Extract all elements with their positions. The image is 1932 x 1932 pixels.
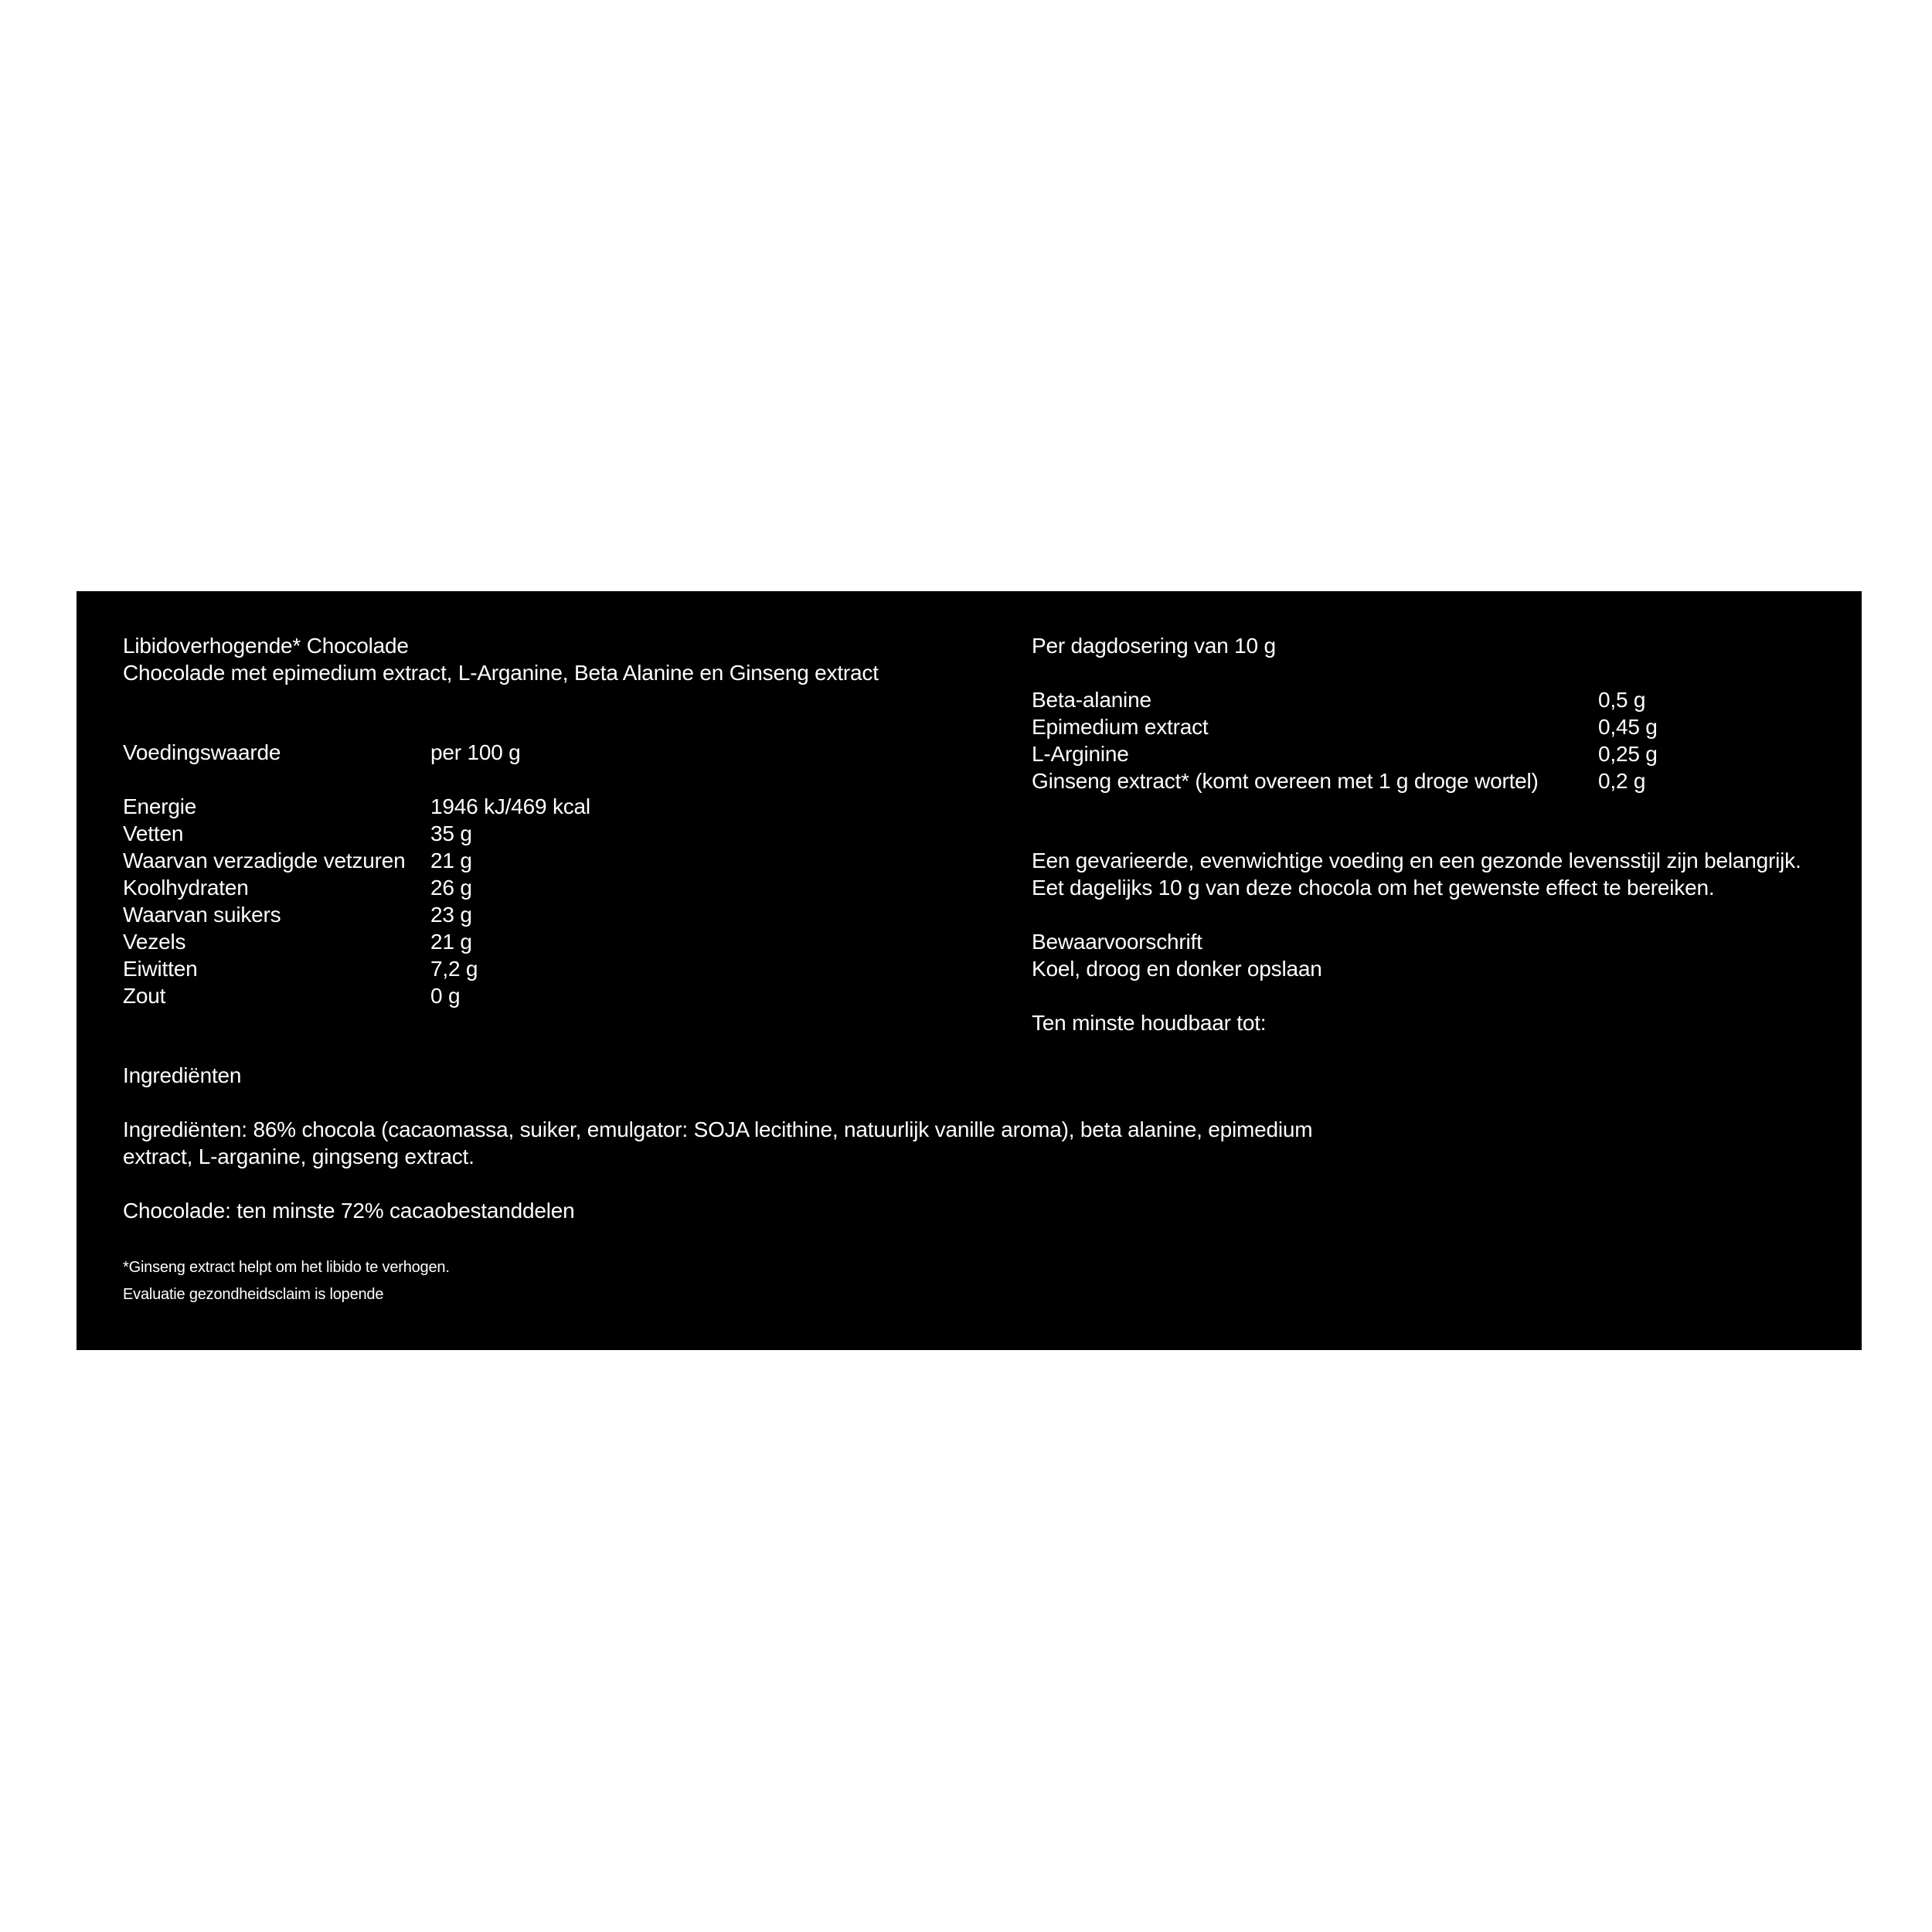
advice-line1: Een gevarieerde, evenwichtige voeding en een gezonde levensstijl zijn belangrijk. [1032,849,1801,872]
nutrition-row-value: 1946 kJ/469 kcal [430,794,590,818]
nutrition-row-label: Energie [123,794,197,818]
nutrition-row-label: Eiwitten [123,957,198,981]
nutrition-row-value: 21 g [430,930,472,954]
storage-text: Koel, droog en donker opslaan [1032,957,1322,981]
nutrition-row-value: 21 g [430,849,472,872]
dosage-heading: Per dagdosering van 10 g [1032,634,1276,658]
dosage-row-value: 0,2 g [1598,769,1646,793]
footnote-evaluation: Evaluatie gezondheidsclaim is lopende [123,1286,384,1303]
nutrition-row-value: 35 g [430,821,472,845]
nutrition-header-label: Voedingswaarde [123,740,281,764]
ingredients-text-line2: extract, L-arganine, gingseng extract. [123,1145,474,1168]
nutrition-row-label: Koolhydraten [123,876,249,900]
nutrition-row-label: Waarvan suikers [123,903,281,927]
nutrition-row-value: 23 g [430,903,472,927]
nutrition-row-value: 0 g [430,984,461,1008]
storage-heading: Bewaarvoorschrift [1032,930,1202,954]
product-subtitle: Chocolade met epimedium extract, L-Arganine, Beta Alanine en Ginseng extract [123,661,879,685]
nutrition-row-label: Vezels [123,930,186,954]
nutrition-row-label: Waarvan verzadigde vetzuren [123,849,406,872]
footnote-ginseng: *Ginseng extract helpt om het libido te verhogen. [123,1259,450,1276]
nutrition-row-value: 26 g [430,876,472,900]
ingredients-heading: Ingrediënten [123,1063,242,1087]
product-title: Libidoverhogende* Chocolade [123,634,409,658]
nutrition-header-value: per 100 g [430,740,521,764]
best-before-label: Ten minste houdbaar tot: [1032,1011,1267,1035]
advice-line2: Eet dagelijks 10 g van deze chocola om het gewenste effect te bereiken. [1032,876,1715,900]
dosage-row-value: 0,45 g [1598,715,1658,739]
nutrition-row-label: Vetten [123,821,184,845]
dosage-row-label: Epimedium extract [1032,715,1209,739]
dosage-row-label: L-Arginine [1032,742,1129,766]
nutrition-row-value: 7,2 g [430,957,478,981]
dosage-row-value: 0,5 g [1598,688,1646,712]
cocoa-content: Chocolade: ten minste 72% cacaobestanddelen [123,1199,575,1223]
dosage-row-label: Beta-alanine [1032,688,1151,712]
nutrition-label-panel [77,591,1862,1350]
ingredients-text-line1: Ingrediënten: 86% chocola (cacaomassa, suiker, emulgator: SOJA lecithine, natuurlijk vanille aroma), beta alanine, epimedium [123,1117,1313,1141]
dosage-row-label: Ginseng extract* (komt overeen met 1 g droge wortel) [1032,769,1539,793]
dosage-row-value: 0,25 g [1598,742,1658,766]
nutrition-row-label: Zout [123,984,166,1008]
